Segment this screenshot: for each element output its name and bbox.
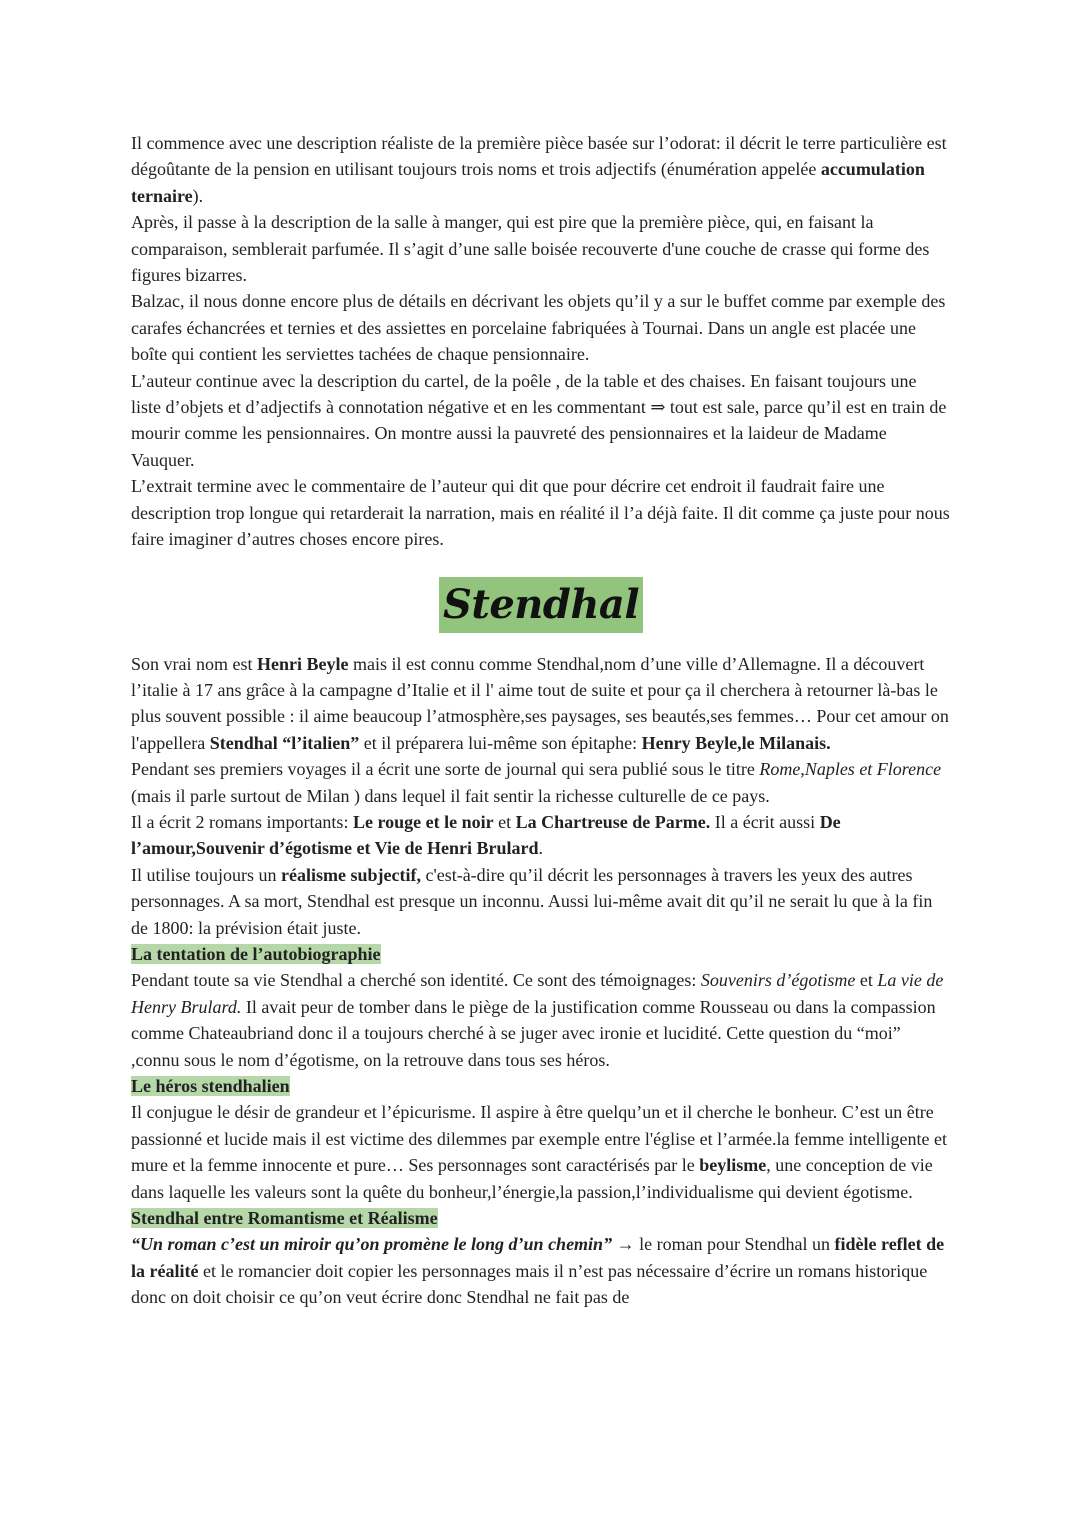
- text-run: Balzac, il nous donne encore plus de détails en décrivant les objets qu’il y a sur le buffet comme par exemple des carafes échancrées et ternies et des assiettes en porcelaine fabriquées à Tournai. Dans un angle est placée une boîte qui contient les serviettes tachées de chaque pensionnaire.: [131, 291, 946, 365]
- text-run: Son vrai nom est: [131, 653, 257, 674]
- text-run: .: [538, 838, 543, 859]
- bold-text: La Chartreuse de Parme.: [515, 811, 711, 832]
- bold-text: accumulation ternaire: [131, 159, 925, 206]
- text-run: Pendant toute sa vie Stendhal a cherché son identité. Ce sont des témoignages:: [131, 970, 701, 991]
- title-wrap: [131, 577, 951, 637]
- text-run: Pendant ses premiers voyages il a écrit une sorte de journal qui sera publié sous le titre: [131, 759, 760, 780]
- text-run: → le roman pour Stendhal un: [612, 1234, 835, 1255]
- text-run: et le romancier doit copier les personnages mais il n’est pas nécessaire d’écrire un romans historique donc on doit choisir ce qu’on veut écrire donc Stendhal ne fait pas de: [131, 1260, 928, 1308]
- text-run: Il a écrit 2 romans importants:: [131, 811, 353, 832]
- bold-text: De l’amour,Souvenir d’égotisme et Vie de Henri Brulard: [131, 811, 841, 859]
- page-title: Stendhal: [439, 577, 643, 633]
- text-run: L’auteur continue avec la description du cartel, de la poêle , de la table et des chaises. En faisant toujours une liste d’objets et d’adjectifs à connotation négative et en les commentant ⇒ tout est sale, parce qu’il est en train de mourir comme les pensionnaires. On montre aussi la pauvreté des pensionnaires et la laideur de Madame Vauquer.: [131, 370, 947, 470]
- bold-text: Henry Beyle,le Milanais.: [641, 732, 831, 753]
- italic-text: La vie de Henry Brulard.: [131, 970, 944, 1017]
- text-run: Après, il passe à la description de la salle à manger, qui est pire que la première pièce, qui, en faisant la comparaison, semblerait parfumée. Il s’agit d’une salle boisée recouverte d'une couche de crasse qui forme des figures bizarres.: [131, 212, 930, 286]
- section-heading: La tentation de l’autobiographie: [131, 943, 381, 964]
- bold-text: réalisme subjectif,: [281, 864, 421, 885]
- quote-text: “Un roman c’est un miroir qu’on promène le long d’un chemin”: [131, 1234, 613, 1255]
- document-page: [131, 130, 951, 1311]
- text-run: Il avait peur de tomber dans le piège de la justification comme Rousseau ou dans la compassion comme Chateaubriand donc il a toujours cherché à se juger avec ironie et lucidité. Cette question du “moi” ,connu sous le nom d’égotisme, on la retrouve dans tous ses héros.: [131, 996, 936, 1070]
- text-run: , une conception de vie dans laquelle les valeurs sont la quête du bonheur,l’énergie,la passion,l’individualisme qui devient égotisme.: [131, 1155, 933, 1202]
- text-run: et: [493, 811, 516, 832]
- text-run: et il préparera lui-même son épitaphe:: [359, 732, 642, 753]
- body-text: [131, 651, 951, 1311]
- bold-text: Stendhal “l’italien”: [209, 732, 360, 753]
- text-run: (mais il parle surtout de Milan ) dans lequel il fait sentir la richesse culturelle de ce pays.: [131, 785, 770, 806]
- text-run: mais il est connu comme Stendhal,nom d’une ville d’Allemagne. Il a découvert l’italie à 17 ans grâce à la campagne d’Italie et il l' aime tout de suite et pour ça il cherchera à retourner là-bas le plus souvent possible : il aime beaucoup l’atmosphère,ses paysages, ses beautés,ses femmes… Pour cet amour on l'appellera: [131, 653, 949, 753]
- section-heading: Stendhal entre Romantisme et Réalisme: [131, 1208, 438, 1229]
- text-run: L’extrait termine avec le commentaire de l’auteur qui dit que pour décrire cet endroit il faudrait faire une description trop longue qui retarderait la narration, mais en réalité il l’a déjà faite. Il dit comme ça juste pour nous faire imaginer d’autres choses encore pires.: [131, 476, 950, 550]
- text-run: et: [855, 970, 878, 991]
- bold-text: Le rouge et le noir: [352, 811, 494, 832]
- italic-text: Souvenirs d’égotisme: [700, 970, 856, 991]
- intro-text: [131, 130, 951, 553]
- text-run: Il conjugue le désir de grandeur et l’épicurisme. Il aspire à être quelqu’un et il cherche le bonheur. C’est un être passionné et lucide mais il est victime des dilemmes par exemple entre l'église et l’armée.la femme intelligente et mure et la femme innocente et pure… Ses personnages sont caractérisés par le: [131, 1102, 947, 1176]
- text-run: c'est-à-dire qu’il décrit les personnages à travers les yeux des autres personnages. A sa mort, Stendhal est presque un inconnu. Aussi lui-même avait dit qu’il ne serait lu que à la fin de 1800: la prévision était juste.: [131, 864, 933, 938]
- section-heading: Le héros stendhalien: [131, 1076, 290, 1096]
- text-run: Il utilise toujours un: [131, 864, 281, 885]
- bold-text: beylisme: [699, 1155, 767, 1176]
- bold-text: fidèle reflet de la réalité: [131, 1234, 945, 1281]
- bold-text: Henri Beyle: [257, 653, 349, 674]
- italic-text: Rome,Naples et Florence: [759, 759, 942, 780]
- text-run: Il a écrit aussi: [710, 811, 820, 832]
- text-run: Il commence avec une description réaliste de la première pièce basée sur l’odorat: il décrit le terre particulière est dégoûtante de la pension en utilisant toujours trois noms et trois adjectifs (énumération appelée: [131, 133, 947, 180]
- text-run: ).: [192, 185, 204, 206]
